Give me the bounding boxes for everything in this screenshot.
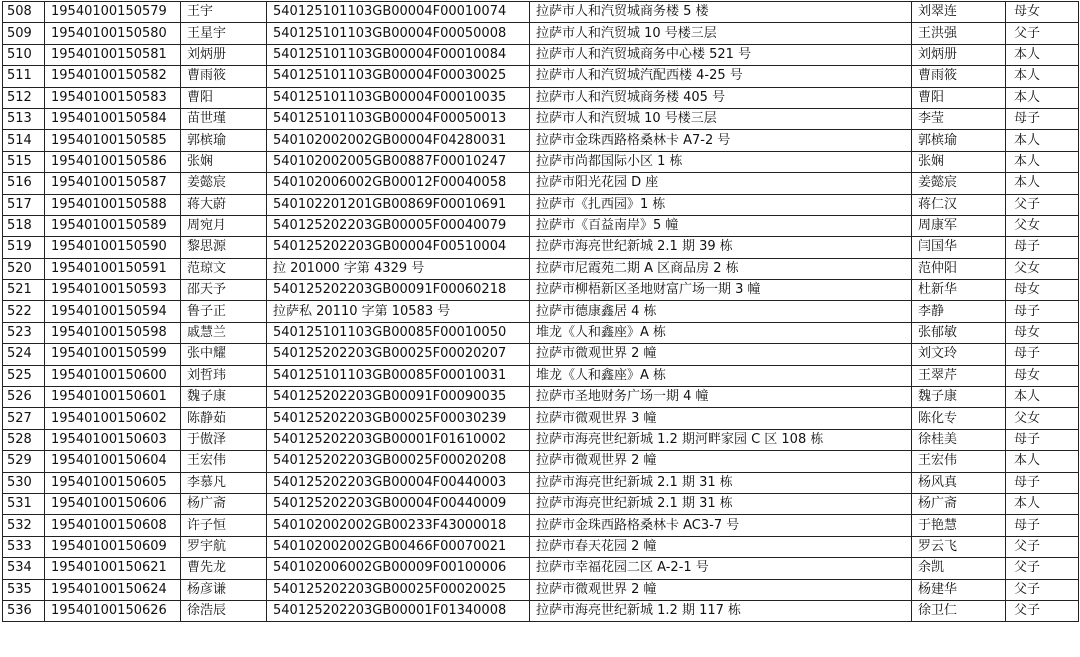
address-cell: 拉萨市春天花园 2 幢	[530, 536, 912, 557]
property-certificate-cell: 540125202203GB00004F00440009	[267, 493, 530, 514]
relationship-cell: 母子	[1006, 515, 1079, 536]
student-name-cell: 徐浩辰	[181, 600, 267, 621]
relationship-cell: 本人	[1006, 451, 1079, 472]
row-number-cell: 527	[3, 408, 45, 429]
address-cell: 拉萨市微观世界 2 幢	[530, 451, 912, 472]
property-certificate-cell: 540125202203GB00004F00440003	[267, 472, 530, 493]
owner-name-cell: 杨风真	[912, 472, 1006, 493]
owner-name-cell: 王宏伟	[912, 451, 1006, 472]
registration-id-cell: 19540100150594	[45, 301, 181, 322]
registration-id-cell: 19540100150602	[45, 408, 181, 429]
address-cell: 拉萨市微观世界 3 幢	[530, 408, 912, 429]
registration-id-cell: 19540100150591	[45, 258, 181, 279]
owner-name-cell: 郭槟瑜	[912, 130, 1006, 151]
row-number-cell: 531	[3, 493, 45, 514]
table-row	[3, 215, 1079, 236]
registration-id-cell: 19540100150580	[45, 23, 181, 44]
row-number-cell: 509	[3, 23, 45, 44]
row-number-cell: 520	[3, 258, 45, 279]
address-cell: 拉萨市海亮世纪新城 2.1 期 39 栋	[530, 237, 912, 258]
row-number-cell: 512	[3, 87, 45, 108]
registration-id-cell: 19540100150621	[45, 558, 181, 579]
property-certificate-cell: 拉萨私 20110 字第 10583 号	[267, 301, 530, 322]
property-certificate-cell: 540125101103GB00004F00010035	[267, 87, 530, 108]
owner-name-cell: 杨广斋	[912, 493, 1006, 514]
address-cell: 堆龙《人和鑫座》A 栋	[530, 322, 912, 343]
table-row	[3, 2, 1079, 23]
student-name-cell: 王宇	[181, 2, 267, 23]
address-cell: 拉萨市阳光花园 D 座	[530, 173, 912, 194]
property-certificate-cell: 540102006002GB00012F00040058	[267, 173, 530, 194]
student-name-cell: 黎思源	[181, 237, 267, 258]
relationship-cell: 母女	[1006, 280, 1079, 301]
student-name-cell: 范琼文	[181, 258, 267, 279]
address-cell: 拉萨市海亮世纪新城 1.2 期 117 栋	[530, 600, 912, 621]
student-housing-table	[2, 1, 1079, 622]
property-certificate-cell: 540125101103GB00085F00010050	[267, 322, 530, 343]
table-row	[3, 151, 1079, 172]
relationship-cell: 母子	[1006, 472, 1079, 493]
table-row	[3, 344, 1079, 365]
table-row	[3, 258, 1079, 279]
student-name-cell: 张娴	[181, 151, 267, 172]
row-number-cell: 517	[3, 194, 45, 215]
registration-id-cell: 19540100150604	[45, 451, 181, 472]
table-row	[3, 130, 1079, 151]
table-row	[3, 429, 1079, 450]
table-row	[3, 451, 1079, 472]
table-body	[3, 2, 1079, 622]
registration-id-cell: 19540100150609	[45, 536, 181, 557]
registration-id-cell: 19540100150603	[45, 429, 181, 450]
registration-id-cell: 19540100150585	[45, 130, 181, 151]
address-cell: 拉萨市人和汽贸城 10 号楼三层	[530, 108, 912, 129]
relationship-cell: 母子	[1006, 344, 1079, 365]
table-row	[3, 558, 1079, 579]
registration-id-cell: 19540100150586	[45, 151, 181, 172]
property-certificate-cell: 540125101103GB00004F00010084	[267, 44, 530, 65]
property-certificate-cell: 540125202203GB00005F00040079	[267, 215, 530, 236]
registration-id-cell: 19540100150608	[45, 515, 181, 536]
row-number-cell: 528	[3, 429, 45, 450]
relationship-cell: 父子	[1006, 536, 1079, 557]
row-number-cell: 516	[3, 173, 45, 194]
registration-id-cell: 19540100150583	[45, 87, 181, 108]
relationship-cell: 父子	[1006, 558, 1079, 579]
relationship-cell: 本人	[1006, 173, 1079, 194]
address-cell: 拉萨市海亮世纪新城 1.2 期河畔家园 C 区 108 栋	[530, 429, 912, 450]
property-certificate-cell: 540125101103GB00004F00050013	[267, 108, 530, 129]
owner-name-cell: 罗云飞	[912, 536, 1006, 557]
student-name-cell: 戚慧兰	[181, 322, 267, 343]
property-certificate-cell: 540125101103GB00004F00050008	[267, 23, 530, 44]
property-certificate-cell: 540125202203GB00025F00020208	[267, 451, 530, 472]
student-name-cell: 杨彦谦	[181, 579, 267, 600]
owner-name-cell: 陈化专	[912, 408, 1006, 429]
property-certificate-cell: 540125202203GB00004F00510004	[267, 237, 530, 258]
row-number-cell: 510	[3, 44, 45, 65]
owner-name-cell: 姜懿宸	[912, 173, 1006, 194]
owner-name-cell: 周康军	[912, 215, 1006, 236]
owner-name-cell: 徐卫仁	[912, 600, 1006, 621]
property-certificate-cell: 540102006002GB00009F00100006	[267, 558, 530, 579]
row-number-cell: 514	[3, 130, 45, 151]
row-number-cell: 533	[3, 536, 45, 557]
address-cell: 拉萨市人和汽贸城商务楼 5 楼	[530, 2, 912, 23]
table-row	[3, 365, 1079, 386]
table-row	[3, 194, 1079, 215]
student-name-cell: 姜懿宸	[181, 173, 267, 194]
student-name-cell: 于傲泽	[181, 429, 267, 450]
student-name-cell: 曹阳	[181, 87, 267, 108]
table-row	[3, 237, 1079, 258]
student-name-cell: 苗世瑾	[181, 108, 267, 129]
row-number-cell: 530	[3, 472, 45, 493]
row-number-cell: 525	[3, 365, 45, 386]
row-number-cell: 522	[3, 301, 45, 322]
relationship-cell: 母女	[1006, 365, 1079, 386]
registration-id-cell: 19540100150579	[45, 2, 181, 23]
address-cell: 拉萨市《百益南岸》5 幢	[530, 215, 912, 236]
row-number-cell: 523	[3, 322, 45, 343]
owner-name-cell: 刘文玲	[912, 344, 1006, 365]
relationship-cell: 母女	[1006, 322, 1079, 343]
owner-name-cell: 闫国华	[912, 237, 1006, 258]
relationship-cell: 本人	[1006, 44, 1079, 65]
student-name-cell: 张中耀	[181, 344, 267, 365]
property-certificate-cell: 540102002002GB00004F04280031	[267, 130, 530, 151]
registration-id-cell: 19540100150588	[45, 194, 181, 215]
row-number-cell: 529	[3, 451, 45, 472]
table-row	[3, 579, 1079, 600]
relationship-cell: 父子	[1006, 600, 1079, 621]
student-name-cell: 刘炳册	[181, 44, 267, 65]
student-name-cell: 蒋大蔚	[181, 194, 267, 215]
registration-id-cell: 19540100150589	[45, 215, 181, 236]
registration-id-cell: 19540100150587	[45, 173, 181, 194]
address-cell: 拉萨市人和汽贸城商务楼 405 号	[530, 87, 912, 108]
student-name-cell: 王宏伟	[181, 451, 267, 472]
table-row	[3, 536, 1079, 557]
relationship-cell: 母子	[1006, 237, 1079, 258]
owner-name-cell: 杜新华	[912, 280, 1006, 301]
student-name-cell: 杨广斋	[181, 493, 267, 514]
relationship-cell: 本人	[1006, 130, 1079, 151]
property-certificate-cell: 540125101103GB00004F00030025	[267, 66, 530, 87]
relationship-cell: 父女	[1006, 258, 1079, 279]
row-number-cell: 532	[3, 515, 45, 536]
address-cell: 拉萨市圣地财务广场一期 4 幢	[530, 387, 912, 408]
relationship-cell: 父子	[1006, 579, 1079, 600]
relationship-cell: 母子	[1006, 108, 1079, 129]
table-row	[3, 66, 1079, 87]
registration-id-cell: 19540100150593	[45, 280, 181, 301]
student-name-cell: 李慕凡	[181, 472, 267, 493]
address-cell: 拉萨市海亮世纪新城 2.1 期 31 栋	[530, 472, 912, 493]
student-name-cell: 曹雨筱	[181, 66, 267, 87]
student-name-cell: 罗宇航	[181, 536, 267, 557]
table-row	[3, 493, 1079, 514]
address-cell: 堆龙《人和鑫座》A 栋	[530, 365, 912, 386]
row-number-cell: 519	[3, 237, 45, 258]
row-number-cell: 524	[3, 344, 45, 365]
relationship-cell: 本人	[1006, 66, 1079, 87]
owner-name-cell: 徐桂美	[912, 429, 1006, 450]
owner-name-cell: 于艳慧	[912, 515, 1006, 536]
row-number-cell: 535	[3, 579, 45, 600]
student-name-cell: 魏子康	[181, 387, 267, 408]
row-number-cell: 515	[3, 151, 45, 172]
row-number-cell: 521	[3, 280, 45, 301]
property-certificate-cell: 540125202203GB00091F00060218	[267, 280, 530, 301]
student-name-cell: 王星宇	[181, 23, 267, 44]
row-number-cell: 534	[3, 558, 45, 579]
owner-name-cell: 王翠芹	[912, 365, 1006, 386]
table-row	[3, 280, 1079, 301]
registration-id-cell: 19540100150624	[45, 579, 181, 600]
address-cell: 拉萨市微观世界 2 幢	[530, 344, 912, 365]
property-certificate-cell: 540102201201GB00869F00010691	[267, 194, 530, 215]
relationship-cell: 本人	[1006, 387, 1079, 408]
row-number-cell: 508	[3, 2, 45, 23]
student-name-cell: 周宛月	[181, 215, 267, 236]
property-certificate-cell: 540102002002GB00466F00070021	[267, 536, 530, 557]
table-row	[3, 108, 1079, 129]
registration-id-cell: 19540100150626	[45, 600, 181, 621]
owner-name-cell: 范仲阳	[912, 258, 1006, 279]
property-certificate-cell: 540125202203GB00025F00030239	[267, 408, 530, 429]
property-certificate-cell: 540125202203GB00091F00090035	[267, 387, 530, 408]
address-cell: 拉萨市尼霞苑二期 A 区商品房 2 栋	[530, 258, 912, 279]
registration-id-cell: 19540100150599	[45, 344, 181, 365]
owner-name-cell: 余凯	[912, 558, 1006, 579]
relationship-cell: 母子	[1006, 429, 1079, 450]
table-row	[3, 173, 1079, 194]
table-row	[3, 23, 1079, 44]
address-cell: 拉萨市幸福花园二区 A-2-1 号	[530, 558, 912, 579]
registration-id-cell: 19540100150582	[45, 66, 181, 87]
owner-name-cell: 张郁敏	[912, 322, 1006, 343]
owner-name-cell: 李静	[912, 301, 1006, 322]
student-name-cell: 陈静茹	[181, 408, 267, 429]
student-name-cell: 刘哲玮	[181, 365, 267, 386]
owner-name-cell: 刘炳册	[912, 44, 1006, 65]
relationship-cell: 母子	[1006, 301, 1079, 322]
row-number-cell: 518	[3, 215, 45, 236]
address-cell: 拉萨市金珠西路格桑林卡 AC3-7 号	[530, 515, 912, 536]
registration-id-cell: 19540100150598	[45, 322, 181, 343]
property-certificate-cell: 拉 201000 字第 4329 号	[267, 258, 530, 279]
address-cell: 拉萨市人和汽贸城 10 号楼三层	[530, 23, 912, 44]
owner-name-cell: 魏子康	[912, 387, 1006, 408]
row-number-cell: 536	[3, 600, 45, 621]
relationship-cell: 母女	[1006, 2, 1079, 23]
registration-id-cell: 19540100150590	[45, 237, 181, 258]
table-row	[3, 408, 1079, 429]
property-certificate-cell: 540125101103GB00085F00010031	[267, 365, 530, 386]
owner-name-cell: 曹阳	[912, 87, 1006, 108]
table-row	[3, 387, 1079, 408]
student-name-cell: 郭槟瑜	[181, 130, 267, 151]
student-name-cell: 曹先龙	[181, 558, 267, 579]
table-row	[3, 322, 1079, 343]
address-cell: 拉萨市金珠西路格桑林卡 A7-2 号	[530, 130, 912, 151]
registration-id-cell: 19540100150606	[45, 493, 181, 514]
relationship-cell: 父女	[1006, 215, 1079, 236]
row-number-cell: 526	[3, 387, 45, 408]
relationship-cell: 父女	[1006, 408, 1079, 429]
registration-id-cell: 19540100150605	[45, 472, 181, 493]
registration-id-cell: 19540100150584	[45, 108, 181, 129]
table-row	[3, 87, 1079, 108]
registration-id-cell: 19540100150601	[45, 387, 181, 408]
owner-name-cell: 张娴	[912, 151, 1006, 172]
property-certificate-cell: 540102002002GB00233F43000018	[267, 515, 530, 536]
owner-name-cell: 蒋仁汉	[912, 194, 1006, 215]
address-cell: 拉萨市尚都国际小区 1 栋	[530, 151, 912, 172]
registration-id-cell: 19540100150581	[45, 44, 181, 65]
registration-id-cell: 19540100150600	[45, 365, 181, 386]
table-row	[3, 600, 1079, 621]
property-certificate-cell: 540125202203GB00001F01610002	[267, 429, 530, 450]
owner-name-cell: 曹雨筱	[912, 66, 1006, 87]
student-name-cell: 鲁子正	[181, 301, 267, 322]
address-cell: 拉萨市海亮世纪新城 2.1 期 31 栋	[530, 493, 912, 514]
owner-name-cell: 李莹	[912, 108, 1006, 129]
address-cell: 拉萨市德康鑫居 4 栋	[530, 301, 912, 322]
property-certificate-cell: 540102002005GB00887F00010247	[267, 151, 530, 172]
relationship-cell: 本人	[1006, 493, 1079, 514]
property-certificate-cell: 540125202203GB00025F00020207	[267, 344, 530, 365]
relationship-cell: 本人	[1006, 87, 1079, 108]
address-cell: 拉萨市人和汽贸城商务中心楼 521 号	[530, 44, 912, 65]
address-cell: 拉萨市柳梧新区圣地财富广场一期 3 幢	[530, 280, 912, 301]
address-cell: 拉萨市《扎西园》1 栋	[530, 194, 912, 215]
student-name-cell: 邵天予	[181, 280, 267, 301]
relationship-cell: 本人	[1006, 151, 1079, 172]
table-row	[3, 44, 1079, 65]
relationship-cell: 父子	[1006, 194, 1079, 215]
owner-name-cell: 刘翠连	[912, 2, 1006, 23]
table-row	[3, 301, 1079, 322]
property-certificate-cell: 540125101103GB00004F00010074	[267, 2, 530, 23]
owner-name-cell: 王洪强	[912, 23, 1006, 44]
row-number-cell: 513	[3, 108, 45, 129]
student-name-cell: 许子恒	[181, 515, 267, 536]
table-row	[3, 472, 1079, 493]
address-cell: 拉萨市微观世界 2 幢	[530, 579, 912, 600]
property-certificate-cell: 540125202203GB00001F01340008	[267, 600, 530, 621]
table-row	[3, 515, 1079, 536]
owner-name-cell: 杨建华	[912, 579, 1006, 600]
row-number-cell: 511	[3, 66, 45, 87]
address-cell: 拉萨市人和汽贸城汽配西楼 4-25 号	[530, 66, 912, 87]
relationship-cell: 父子	[1006, 23, 1079, 44]
property-certificate-cell: 540125202203GB00025F00020025	[267, 579, 530, 600]
